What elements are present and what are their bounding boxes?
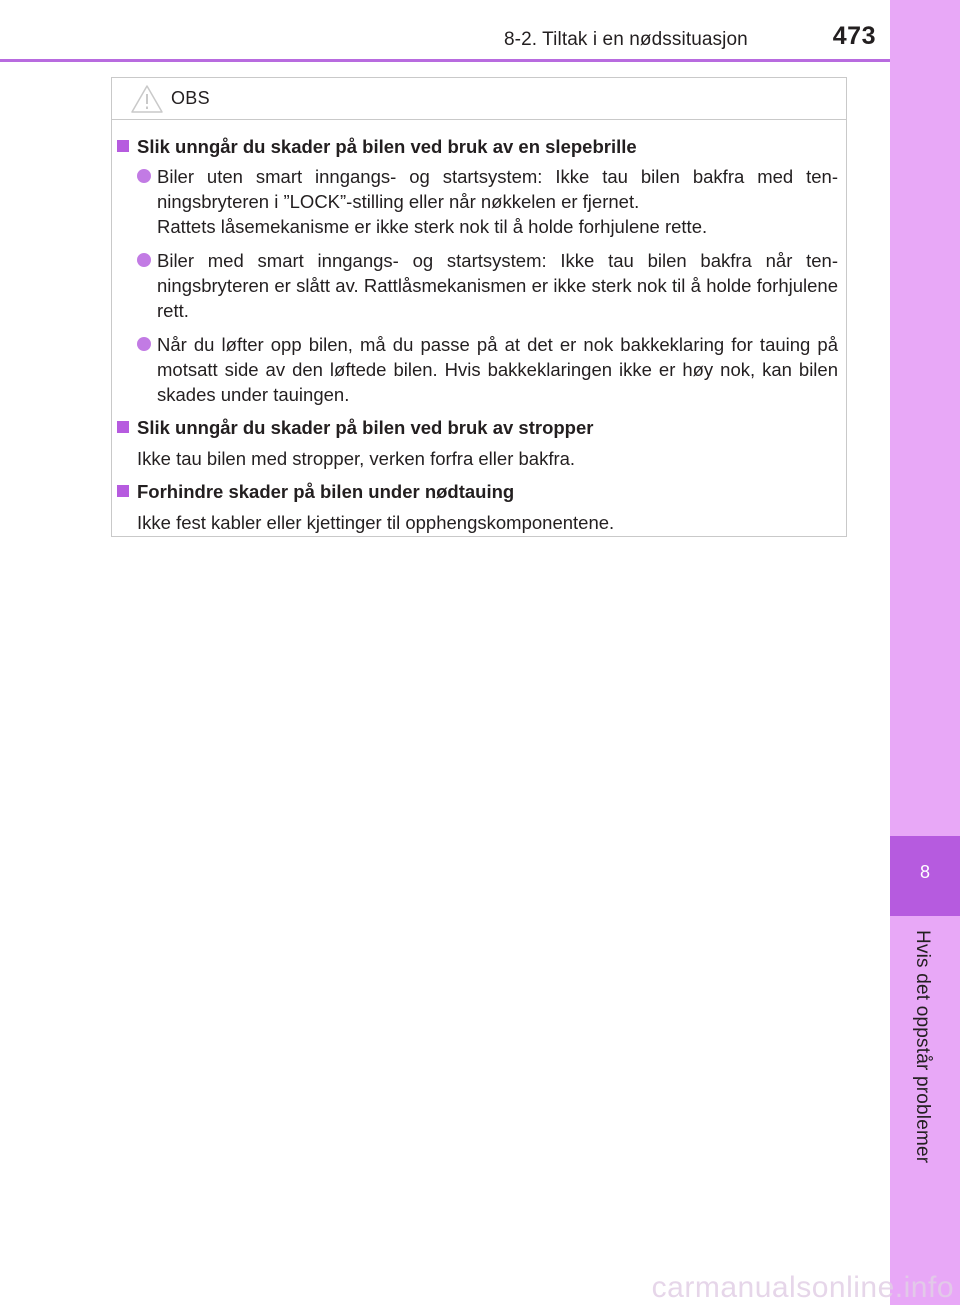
list-item-text: Når du løfter opp bilen, må du passe på at det er nok bakkeklaring for tauing på motsatt side av den løftede bilen. Hvis bakkeklaringen ikke er høy nok, kan bilen skades under tauingen. [157, 334, 838, 405]
section-heading-text: Slik unngår du skader på bilen ved bruk av stropper [137, 417, 594, 438]
circle-bullet-icon [137, 337, 151, 351]
square-bullet-icon [117, 140, 129, 152]
page-number: 473 [832, 22, 876, 50]
list-item-text: Biler med smart inngangs- og startsystem: Ikke tau bilen bakfra når ten-ningsbryteren er slått av. Rattlåsmekanismen er ikke sterk nok til å holde forhjulene rett. [157, 250, 838, 321]
section-title: 8-2. Tiltak i en nødssituasjon [504, 29, 748, 50]
circle-bullet-icon [137, 253, 151, 267]
obs-section [112, 134, 846, 407]
list-item [137, 164, 838, 239]
chapter-tab [890, 836, 960, 916]
obs-section [112, 415, 846, 471]
list-item-text: Biler uten smart inngangs- og startsystem: Ikke tau bilen bakfra med ten-ningsbryteren i ”LOCK”-stilling eller når nøkkelen er fjernet. [157, 166, 838, 212]
section-heading [137, 415, 838, 440]
section-heading-text: Forhindre skader på bilen under nødtauing [137, 481, 515, 502]
section-heading [137, 134, 838, 159]
section-heading [137, 479, 838, 504]
obs-section [112, 479, 846, 535]
obs-body [112, 134, 846, 535]
chapter-title: Hvis det oppstår problemer [912, 930, 933, 1164]
section-heading-text: Slik unngår du skader på bilen ved bruk av en slepebrille [137, 136, 637, 157]
header-divider [0, 59, 890, 62]
square-bullet-icon [117, 421, 129, 433]
section-text: Ikke tau bilen med stropper, verken forfra eller bakfra. [137, 448, 576, 469]
circle-bullet-icon [137, 169, 151, 183]
chapter-number: 8 [919, 862, 930, 882]
warning-triangle-icon [130, 84, 164, 114]
section-text: Ikke fest kabler eller kjettinger til opphengskomponentene. [137, 512, 615, 533]
obs-notice-box [111, 77, 847, 537]
list-item [137, 332, 838, 407]
obs-label: OBS [171, 88, 210, 108]
watermark: carmanualsonline.info [651, 1271, 954, 1304]
obs-header [112, 78, 846, 120]
list-item-note: Rattets låsemekanisme er ikke sterk nok til å holde forhjulene rette. [157, 216, 708, 237]
square-bullet-icon [117, 485, 129, 497]
list-item [137, 248, 838, 323]
